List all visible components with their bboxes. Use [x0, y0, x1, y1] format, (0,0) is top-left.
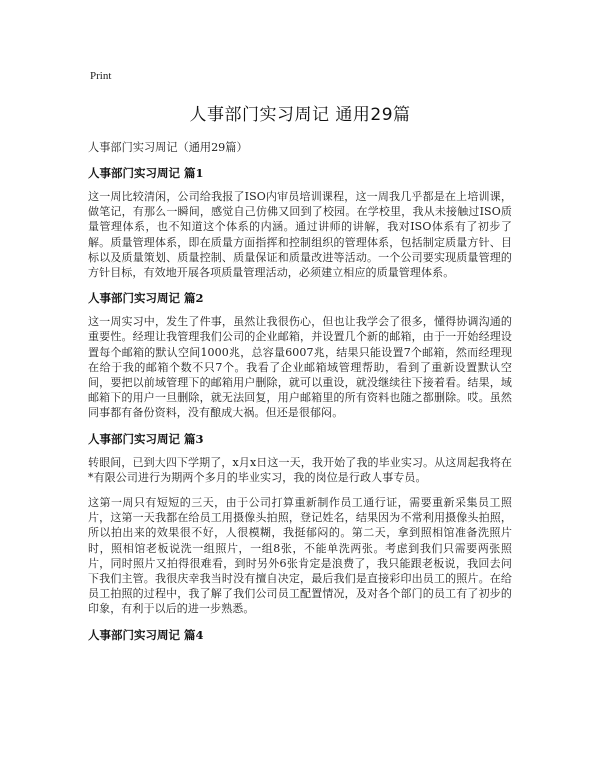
section-heading: 人事部门实习周记 篇4 — [88, 627, 204, 642]
document-title: 人事部门实习周记 通用29篇 — [189, 105, 411, 125]
section-3 — [88, 431, 512, 617]
section-heading: 人事部门实习周记 篇3 — [88, 431, 204, 446]
section-paragraph: 转眼间，已到大四下学期了，x月x日这一天，我开始了我的毕业实习。从这周起我将在*有限公司进行为期两个多月的毕业实习，我的岗位是行政人事专员。 — [88, 455, 512, 484]
section-paragraph: 这一周比较清闲，公司给我报了ISO内审员培训课程，这一周我几乎都是在上培训课，做笔记，有那么一瞬间，感觉自己仿佛又回到了校园。在学校里，我从未接触过ISO质量管理体系，也不知道这个体系的内涵。通过讲师的讲解，我对ISO体系有了初步了解。质量管理体系，即在质量方面指挥和控制组织的管理体系，包括制定质量方针、目标以及质量策划、质量控制、质量保证和质量改进等活动。一个公司要实现质量管理的方针目标，有效地开展各项质量管理活动，必须建立相应的质量管理体系。 — [88, 190, 512, 280]
section-paragraph: 这一周实习中，发生了件事，虽然让我很伤心，但也让我学会了很多，懂得协调沟通的重要性。经理让我管理我们公司的企业邮箱，并设置几个新的邮箱，由于一开始经理设置每个邮箱的默认空间1000兆，总容量6007兆，结果只能设置7个邮箱，然而经理现在给于我的邮箱个数不只7个。我看了企业邮箱域管理帮助，看到了重新设置默认空间，要把以前域管理下的邮箱用户删除，就可以重设，就没继续往下接着看。结果，域邮箱下的用户一旦删除，就无法回复，用户邮箱里的所有资料也随之都删除。哎。虽然同事都有备份资料，没有酿成大祸。但还是很郁闷。 — [88, 315, 512, 420]
section-1 — [88, 165, 512, 280]
section-paragraph: 这第一周只有短短的三天，由于公司打算重新制作员工通行证，需要重新采集员工照片，这第一天我都在给员工用摄像头拍照，登记姓名，结果因为不常利用摄像头拍照，所以拍出来的效果很不好，人很模糊，我挺郁闷的。第二天，拿到照相馆准备洗照片时，照相馆老板说洗一组照片，一组8张，不能单洗两张。考虑到我们只需要两张照片，同时照片又拍得很难看，到时另外6张肯定是浪费了，我只能跟老板说，我回去问下我们主管。我很庆幸我当时没有擅自决定，最后我们是直接彩印出员工的照片。在给员工拍照的过程中，我了解了我们公司员工配置情况，及对各个部门的员工有了初步的印象，有利于以后的进一步熟悉。 — [88, 496, 512, 616]
document-subtitle: 人事部门实习周记（通用29篇） — [88, 141, 248, 154]
print-link[interactable]: Print — [90, 70, 112, 82]
section-heading: 人事部门实习周记 篇1 — [88, 166, 204, 180]
section-2 — [88, 290, 512, 420]
section-heading: 人事部门实习周记 篇2 — [88, 291, 204, 306]
section-4 — [88, 627, 512, 643]
